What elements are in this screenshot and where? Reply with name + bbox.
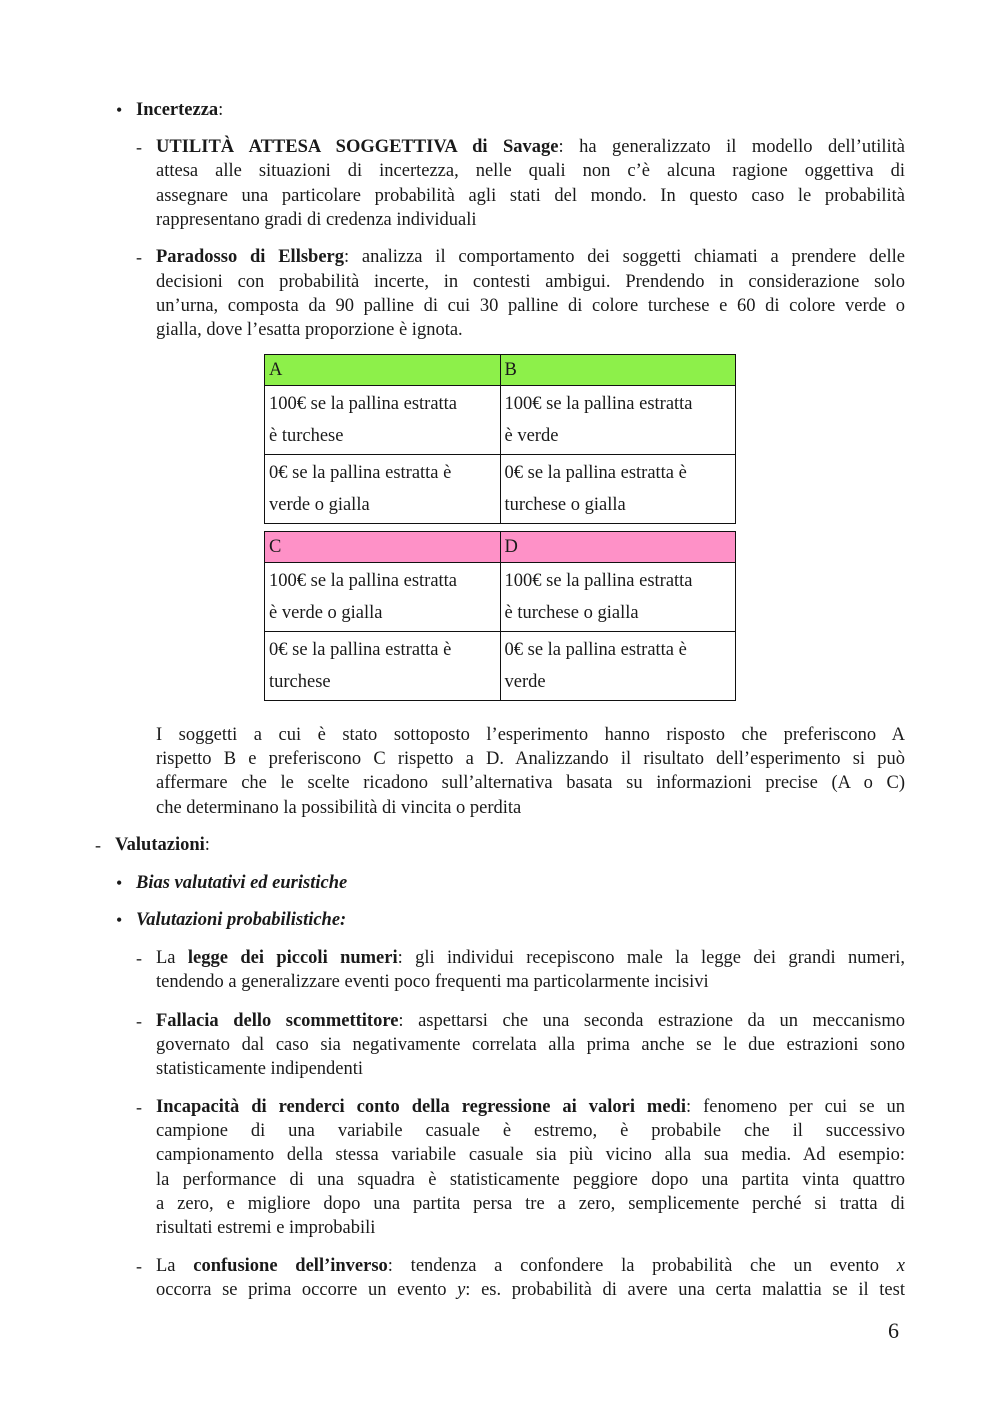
table-header-c: C	[265, 532, 501, 563]
cell-line: 0€ se la pallina estratta è	[504, 463, 687, 483]
prob-label: Valutazioni probabilistiche:	[136, 910, 347, 930]
inverso-line-2	[156, 1278, 905, 1302]
table-cell	[500, 563, 736, 632]
savage-line-2: attesa alle situazioni di incertezza, nelle quali non c’è alcuna ragione oggettiva di	[156, 161, 905, 181]
fallacia-line-2: governato dal caso sia negativamente correlata alla prima anche se le due estrazioni sono	[156, 1035, 905, 1055]
cell-line: è turchese o gialla	[504, 603, 639, 623]
table-row	[265, 632, 736, 701]
colon: :	[204, 835, 210, 855]
inverso-text-1: : tendenza a confondere la probabilità che un evento	[387, 1256, 897, 1276]
cell-line: è verde	[504, 426, 559, 446]
fallacia-text-1: : aspettarsi che una seconda estrazione da un meccanismo	[398, 1011, 905, 1031]
ellsberg-line-2: decisioni con probabilità incerte, in contesti ambigui. Prendendo in considerazione solo	[156, 272, 905, 292]
ellsberg-line-3: un’urna, composta da 90 palline di cui 30 palline di colore turchese e 60 di colore verde o	[156, 296, 905, 316]
heading-incertezza	[136, 98, 223, 122]
table-cell	[500, 632, 736, 701]
regressione-line-5: a zero, e migliore dopo una partita persa tre a zero, semplicemente perché si tratta di	[156, 1194, 905, 1214]
table-header-b: B	[500, 355, 736, 386]
table-row	[265, 455, 736, 524]
result-line-3: affermare che le scelte ricadono sull’alternativa basata su informazioni precise (A o C)	[156, 773, 905, 793]
piccoli-pre: La	[156, 948, 188, 968]
cell-line: 0€ se la pallina estratta è	[269, 463, 452, 483]
table-header-row	[265, 532, 736, 563]
regressione-line-2: campione di una variabile casuale è estremo, è probabile che il successivo	[156, 1121, 905, 1141]
cell-line: verde o gialla	[269, 495, 370, 515]
ellsberg-text-1: : analizza il comportamento dei soggetti chiamati a prendere delle	[344, 247, 905, 267]
result-line-2: rispetto B e preferiscono C rispetto a D. Analizzando il risultato dell’esperimento si può	[156, 749, 905, 769]
bullet-marker: •	[116, 910, 123, 930]
savage-line-1	[156, 135, 905, 159]
cell-line: 100€ se la pallina estratta	[269, 571, 458, 591]
table-cell	[500, 455, 736, 524]
table-cell	[265, 563, 501, 632]
heading-valutazioni	[115, 833, 210, 857]
table-cell	[265, 455, 501, 524]
bias-item	[136, 871, 347, 895]
ellsberg-title: Paradosso di Ellsberg	[156, 247, 344, 267]
fallacia-title: Fallacia dello scommettitore	[156, 1011, 399, 1031]
cell-line: verde	[504, 672, 546, 692]
table-cell	[265, 386, 501, 455]
dash-marker: -	[136, 1256, 142, 1276]
regressione-line-4: la performance di una squadra è statisticamente peggiore dopo una partita vinta quattro	[156, 1170, 905, 1190]
bullet-marker: •	[116, 100, 123, 120]
piccoli-text-1: : gli individui recepiscono male la legge dei grandi numeri,	[397, 948, 905, 968]
regressione-line-6: risultati estremi e improbabili	[156, 1218, 376, 1238]
regressione-line-1	[156, 1095, 905, 1119]
cell-line: turchese o gialla	[504, 495, 626, 515]
regressione-text-1: : fenomeno per cui se un	[686, 1097, 906, 1117]
regressione-title: Incapacità di renderci conto della regressione ai valori medi	[156, 1097, 686, 1117]
heading-incertezza-text: Incertezza	[136, 100, 219, 120]
table-cd	[264, 531, 736, 701]
savage-title: UTILITÀ ATTESA SOGGETTIVA di Savage	[156, 137, 559, 157]
savage-line-4: rappresentano gradi di credenza individuali	[156, 210, 477, 230]
table-row	[265, 386, 736, 455]
table-ab	[264, 354, 736, 524]
inverso-title: confusione dell’inverso	[193, 1256, 388, 1276]
cell-line: 100€ se la pallina estratta	[269, 394, 458, 414]
cell-line: 100€ se la pallina estratta	[504, 394, 693, 414]
table-header-d: D	[500, 532, 736, 563]
dash-marker: -	[136, 948, 142, 968]
piccoli-title: legge dei piccoli numeri	[187, 948, 398, 968]
dash-marker: -	[136, 247, 142, 267]
dash-marker: -	[136, 137, 142, 157]
cell-line: turchese	[269, 672, 331, 692]
fallacia-line-3: statisticamente indipendenti	[156, 1059, 364, 1079]
ellsberg-line-1	[156, 245, 905, 269]
table-header-a: A	[265, 355, 501, 386]
result-line-1: I soggetti a cui è stato sottoposto l’esperimento hanno risposto che preferiscono A	[156, 725, 905, 745]
heading-valutazioni-text: Valutazioni	[115, 835, 205, 855]
prob-item	[136, 908, 346, 932]
piccoli-line-2: tendendo a generalizzare eventi poco frequenti ma particolarmente incisivi	[156, 972, 709, 992]
table-header-row	[265, 355, 736, 386]
piccoli-line-1	[156, 946, 905, 970]
regressione-line-3: campionamento della stessa variabile casuale sia più vicino alla sua media. Ad esempio:	[156, 1145, 905, 1165]
cell-line: 100€ se la pallina estratta	[504, 571, 693, 591]
inverso-text-2b: : es. probabilità di avere una certa malattia se il test	[465, 1280, 905, 1300]
savage-line-3: assegnare una particolare probabilità agli stati del mondo. In questo caso le probabilità	[156, 186, 905, 206]
inverso-line-1	[156, 1254, 905, 1278]
result-line-4: che determinano la possibilità di vincita o perdita	[156, 798, 522, 818]
colon: :	[218, 100, 224, 120]
cell-line: è turchese	[269, 426, 344, 446]
bias-label: Bias valutativi ed euristiche	[136, 873, 348, 893]
variable-x: x	[896, 1256, 905, 1276]
dash-marker: -	[136, 1097, 142, 1117]
bullet-marker: •	[116, 873, 123, 893]
cell-line: 0€ se la pallina estratta è	[269, 640, 452, 660]
dash-marker: -	[136, 1011, 142, 1031]
inverso-text-2a: occorra se prima occorre un evento	[156, 1280, 458, 1300]
variable-y: y	[457, 1280, 466, 1300]
savage-text-1: : ha generalizzato il modello dell’utilità	[558, 137, 906, 157]
ellsberg-line-4: gialla, dove l’esatta proporzione è ignota.	[156, 320, 463, 340]
page-number: 6	[888, 1318, 899, 1343]
fallacia-line-1	[156, 1009, 905, 1033]
cell-line: è verde o gialla	[269, 603, 383, 623]
cell-line: 0€ se la pallina estratta è	[504, 640, 687, 660]
table-cell	[500, 386, 736, 455]
inverso-pre: La	[156, 1256, 194, 1276]
table-cell	[265, 632, 501, 701]
dash-marker: -	[95, 835, 101, 855]
table-row	[265, 563, 736, 632]
